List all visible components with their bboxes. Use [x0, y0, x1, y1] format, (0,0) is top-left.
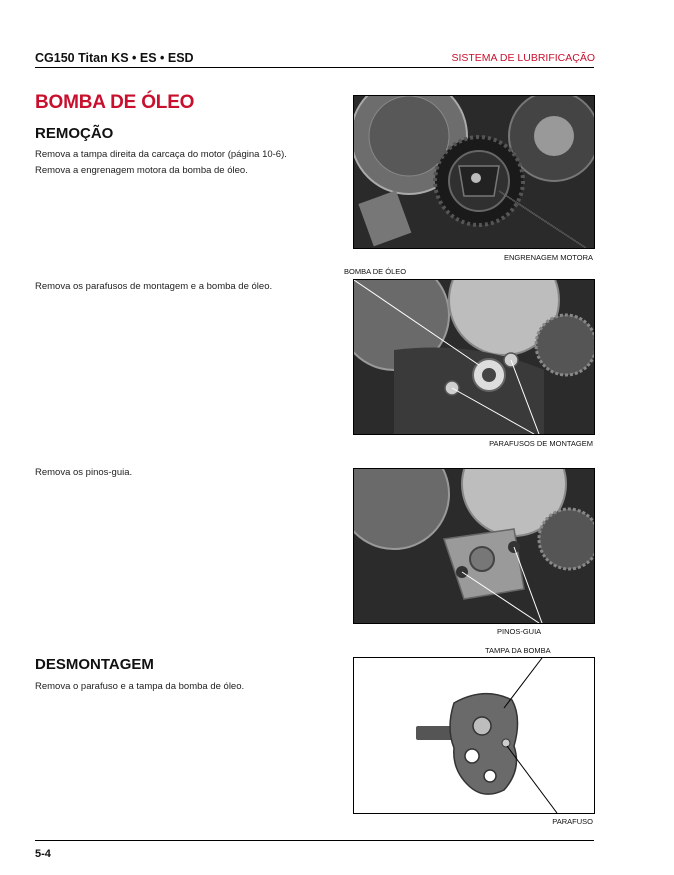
caption-dowel-pins: PINOS-GUIA [497, 627, 542, 636]
caption-mounting-bolts: PARAFUSOS DE MONTAGEM [489, 439, 593, 448]
caption-oil-pump: BOMBA DE ÓLEO [344, 267, 407, 276]
removal-heading: REMOÇÃO [35, 125, 114, 142]
drive-gear-illustration [354, 96, 594, 248]
removal-step-2: Remova os parafusos de montagem e a bomba de óleo. [35, 281, 273, 292]
header-model: CG150 Titan KS • ES • ESD [35, 51, 194, 65]
caption-bolt: PARAFUSO [552, 817, 593, 826]
figure-drive-gear-photo [353, 95, 595, 249]
removal-line-2: Remova a engrenagem motora da bomba de óleo. [35, 165, 248, 176]
caption-drive-gear: ENGRENAGEM MOTORA [503, 253, 593, 262]
page-title: BOMBA DE ÓLEO [35, 92, 195, 113]
footer-rule [35, 840, 594, 841]
header-rule [35, 67, 594, 68]
header-section: SISTEMA DE LUBRIFICAÇÃO [451, 52, 595, 64]
dowel-pins-illustration [354, 469, 594, 623]
caption-pump-cover: TAMPA DA BOMBA [485, 646, 551, 655]
oil-pump-illustration [354, 280, 594, 434]
figure-dowel-pins-photo [353, 468, 595, 624]
disassembly-heading: DESMONTAGEM [35, 656, 154, 673]
figure-oil-pump-photo [353, 279, 595, 435]
removal-line-1: Remova a tampa direita da carcaça do motor (página 10-6). [35, 149, 287, 160]
removal-text [35, 147, 287, 179]
page-number: 5-4 [35, 848, 51, 860]
removal-step-3: Remova os pinos-guia. [35, 467, 133, 478]
disassembly-text: Remova o parafuso e a tampa da bomba de óleo. [35, 681, 245, 692]
pump-cover-illustration [354, 658, 594, 813]
figure-pump-cover-photo [353, 657, 595, 814]
